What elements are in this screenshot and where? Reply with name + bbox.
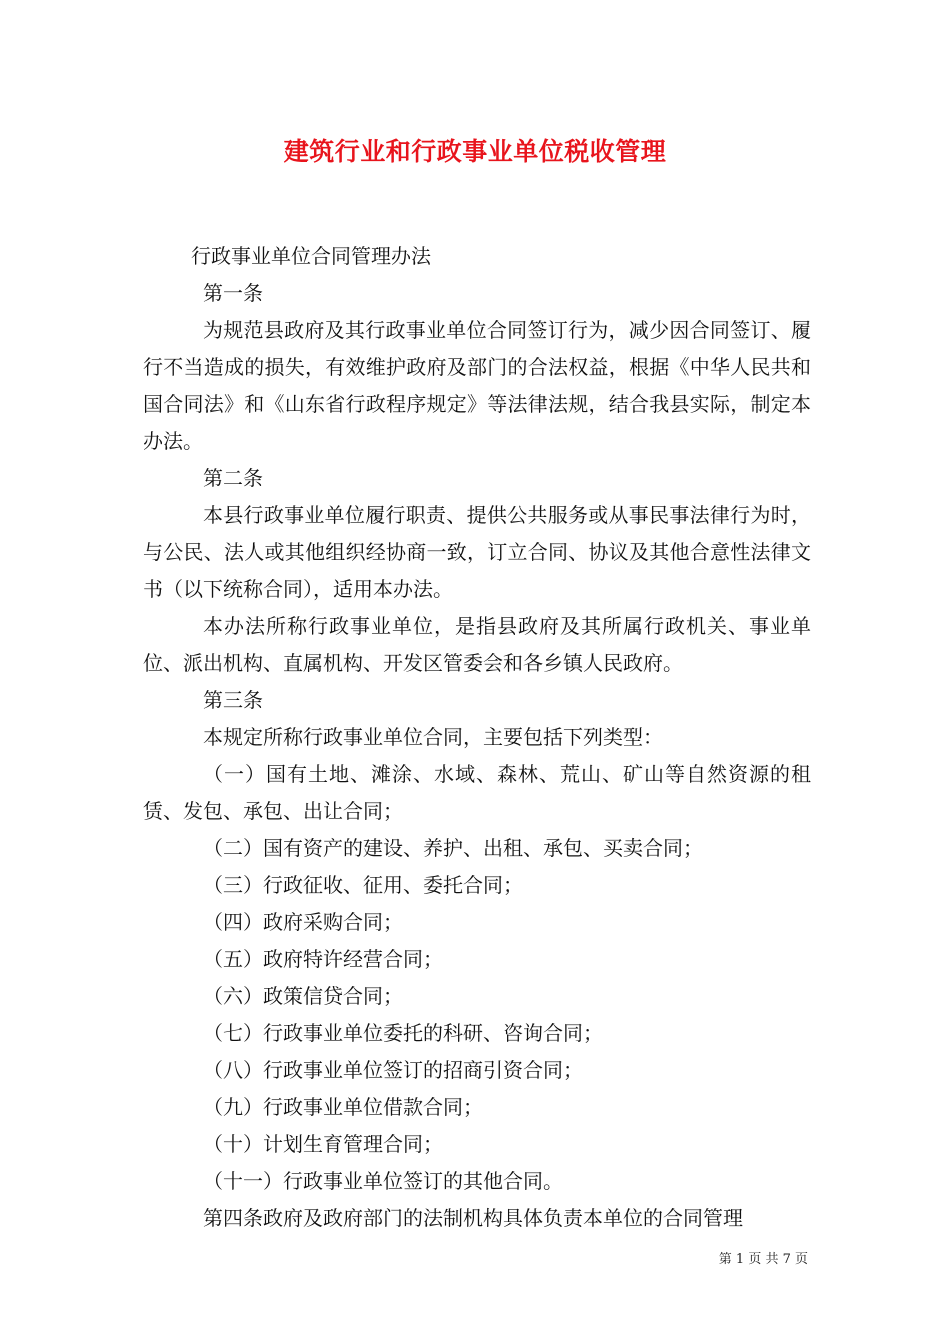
- paragraph-subtitle: 行政事业单位合同管理办法: [191, 244, 431, 268]
- document-title: 建筑行业和行政事业单位税收管理: [283, 137, 667, 166]
- list-item-3: （三）行政征收、征用、委托合同；: [203, 873, 523, 897]
- paragraph-article-4: 第四条政府及政府部门的法制机构具体负责本单位的合同管理: [203, 1206, 743, 1230]
- list-item-1: （一）国有土地、滩涂、水域、森林、荒山、矿山等自然资源的租赁、发包、承包、出让合同；: [143, 762, 811, 823]
- list-item-6: （六）政策信贷合同；: [203, 984, 403, 1008]
- paragraph-article-2-text: 本县行政事业单位履行职责、提供公共服务或从事民事法律行为时，与公民、法人或其他组织经协商一致，订立合同、协议及其他合意性法律文书（以下统称合同），适用本办法。: [143, 503, 811, 601]
- list-item-8: （八）行政事业单位签订的招商引资合同；: [203, 1058, 583, 1082]
- paragraph-article-3-heading: 第三条: [203, 688, 263, 712]
- list-item-2: （二）国有资产的建设、养护、出租、承包、买卖合同；: [203, 836, 703, 860]
- document-body: [143, 238, 811, 1237]
- list-item-7: （七）行政事业单位委托的科研、咨询合同；: [203, 1021, 603, 1045]
- paragraph-article-1-heading: 第一条: [203, 281, 263, 305]
- list-item-11: （十一）行政事业单位签订的其他合同。: [203, 1169, 563, 1193]
- paragraph-article-3-intro: 本规定所称行政事业单位合同，主要包括下列类型：: [203, 725, 663, 749]
- page-number-footer: 第 1 页 共 7 页: [718, 1252, 808, 1267]
- list-item-10: （十）计划生育管理合同；: [203, 1132, 443, 1156]
- paragraph-article-2-heading: 第二条: [203, 466, 263, 490]
- paragraph-article-1-text: 为规范县政府及其行政事业单位合同签订行为，减少因合同签订、履行不当造成的损失，有效维护政府及部门的合法权益，根据《中华人民共和国合同法》和《山东省行政程序规定》等法律法规，结合我县实际，制定本办法。: [143, 318, 811, 453]
- list-item-9: （九）行政事业单位借款合同；: [203, 1095, 483, 1119]
- list-item-4: （四）政府采购合同；: [203, 910, 403, 934]
- paragraph-article-2-definition: 本办法所称行政事业单位，是指县政府及其所属行政机关、事业单位、派出机构、直属机构、开发区管委会和各乡镇人民政府。: [143, 614, 811, 675]
- list-item-5: （五）政府特许经营合同；: [203, 947, 443, 971]
